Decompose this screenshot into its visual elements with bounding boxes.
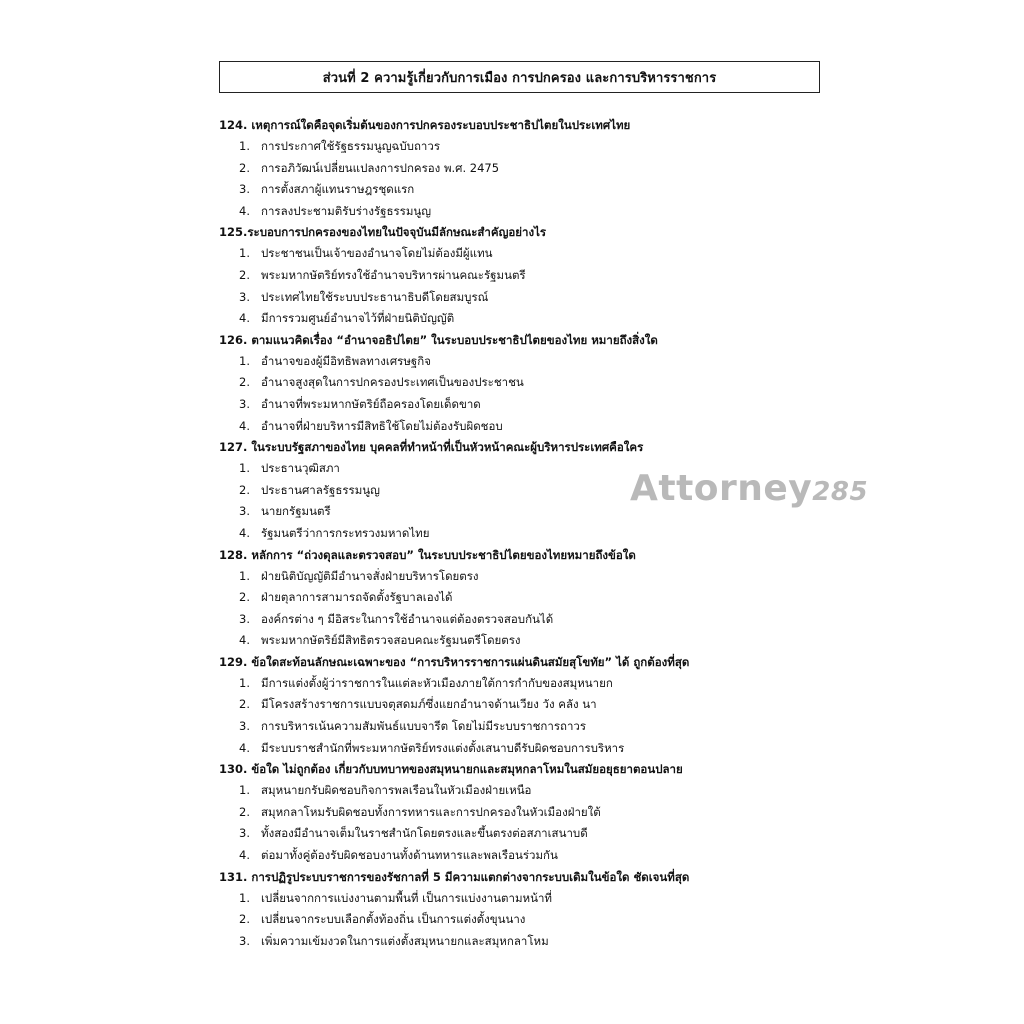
answer-option [219,716,839,738]
option-text: นายกรัฐมนตรี [261,504,331,519]
option-number: 2. [239,267,250,282]
option-text: สมุหนายกรับผิดชอบกิจการพลเรือนในหัวเมืองฝ่ายเหนือ [261,783,532,798]
answer-option [219,823,839,845]
question-block [219,867,839,953]
answer-option [219,566,839,588]
answer-option [219,673,839,695]
option-text: อำนาจที่ฝ่ายบริหารมีสิทธิใช้โดยไม่ต้องรับผิดชอบ [261,418,503,433]
option-number: 3. [239,719,250,734]
option-text: ทั้งสองมีอำนาจเต็มในราชสำนักโดยตรงและขึ้นตรงต่อสภาเสนาบดี [261,826,588,841]
watermark-number: 285 [812,477,869,507]
option-number: 1. [239,353,250,368]
answer-option [219,158,839,180]
answer-option [219,179,839,201]
question-block [219,759,839,866]
option-text: สมุหกลาโหมรับผิดชอบทั้งการทหารและการปกครองในหัวเมืองฝ่ายใต้ [261,804,601,819]
option-text: ประเทศไทยใช้ระบบประธานาธิบดีโดยสมบูรณ์ [261,289,489,304]
option-text: ฝ่ายนิติบัญญัติมีอำนาจสั่งฝ่ายบริหารโดยตรง [261,568,479,583]
section-header-box [219,61,820,93]
answer-option [219,802,839,824]
option-number: 4. [239,418,250,433]
question-title: 130. ข้อใด ไม่ถูกต้อง เกี่ยวกับบทบาทของสมุหนายกและสมุหกลาโหมในสมัยอยุธยาตอนปลาย [219,762,683,777]
option-number: 3. [239,396,250,411]
option-number: 1. [239,246,250,261]
questions-list [219,115,839,952]
answer-option [219,243,839,265]
question-title: 124. เหตุการณ์ใดคือจุดเริ่มต้นของการปกครองระบอบประชาธิปไตยในประเทศไทย [219,118,631,132]
answer-option [219,394,839,416]
option-text: การตั้งสภาผู้แทนราษฎรชุดแรก [261,182,415,197]
option-text: องค์กรต่าง ๆ มีอิสระในการใช้อำนาจแต่ต้องตรวจสอบกันได้ [261,611,554,626]
option-text: การประกาศใช้รัฐธรรมนูญฉบับถาวร [261,139,441,153]
option-text: อำนาจของผู้มีอิทธิพลทางเศรษฐกิจ [261,353,431,368]
answer-option [219,201,839,223]
answer-option [219,136,839,158]
answer-option [219,845,839,867]
option-text: รัฐมนตรีว่าการกระทรวงมหาดไทย [261,525,430,540]
option-text: พระมหากษัตริย์มีสิทธิตรวจสอบคณะรัฐมนตรีโดยตรง [261,633,521,648]
option-number: 3. [239,289,250,304]
answer-option [219,351,839,373]
option-text: เปลี่ยนจากระบบเลือกตั้งท้องถิ่น เป็นการแต่งตั้งขุนนาง [261,912,526,927]
option-text: ประธานศาลรัฐธรรมนูญ [261,482,380,497]
option-text: เปลี่ยนจากการแบ่งงานตามพื้นที่ เป็นการแบ่งงานตามหน้าที่ [261,890,553,905]
question-block [219,115,839,222]
answer-option [219,931,839,953]
option-number: 2. [239,482,250,497]
question-title: 131. การปฏิรูประบบราชการของรัชกาลที่ 5 มีความแตกต่างจากระบบเดิมในข้อใด ชัดเจนที่สุด [219,869,690,884]
option-number: 4. [239,203,250,218]
section-title: ส่วนที่ 2 ความรู้เกี่ยวกับการเมือง การปกครอง และการบริหารราชการ [322,70,717,86]
option-text: ฝ่ายตุลาการสามารถจัดตั้งรัฐบาลเองได้ [261,590,453,605]
option-number: 2. [239,697,250,712]
option-number: 2. [239,804,250,819]
option-number: 4. [239,525,250,540]
answer-option [219,738,839,760]
option-text: มีโครงสร้างราชการแบบจตุสดมภ์ซึ่งแยกอำนาจด้านเวียง วัง คลัง นา [261,697,597,712]
option-number: 2. [239,160,250,175]
question-title: 126. ตามแนวคิดเรื่อง “อำนาจอธิปไตย” ในระบอบประชาธิปไตยของไทย หมายถึงสิ่งใด [219,332,658,347]
option-number: 4. [239,311,250,326]
question-title: 125.ระบอบการปกครองของไทยในปัจจุบันมีลักษณะสำคัญอย่างไร [219,225,547,240]
question-block [219,330,839,437]
option-text: การอภิวัฒน์เปลี่ยนแปลงการปกครอง พ.ศ. 2475 [261,160,500,175]
option-number: 2. [239,912,250,927]
option-text: อำนาจสูงสุดในการปกครองประเทศเป็นของประชาชน [261,375,524,390]
answer-option [219,372,839,394]
answer-option [219,694,839,716]
option-text: การบริหารเน้นความสัมพันธ์แบบจารีต โดยไม่มีระบบราชการถาวร [261,719,587,734]
question-block [219,652,839,759]
option-number: 3. [239,182,250,197]
option-number: 3. [239,611,250,626]
option-text: ต่อมาทั้งคู่ต้องรับผิดชอบงานทั้งด้านทหารและพลเรือนร่วมกัน [261,848,558,863]
option-number: 1. [239,139,250,153]
answer-option [219,587,839,609]
answer-option [219,909,839,931]
option-text: การลงประชามติรับร่างรัฐธรรมนูญ [261,203,432,218]
answer-option [219,308,839,330]
question-block [219,545,839,652]
option-number: 4. [239,740,250,755]
watermark-text: Attorney [630,468,813,509]
question-title: 128. หลักการ “ถ่วงดุลและตรวจสอบ” ในระบบประชาธิปไตยของไทยหมายถึงข้อใด [219,547,636,562]
option-number: 1. [239,675,250,690]
option-text: มีการแต่งตั้งผู้ว่าราชการในแต่ละหัวเมืองภายใต้การกำกับของสมุหนายก [261,675,613,690]
option-number: 4. [239,633,250,648]
option-number: 2. [239,375,250,390]
answer-option [219,265,839,287]
option-number: 1. [239,461,250,476]
answer-option [219,523,839,545]
answer-option [219,287,839,309]
option-number: 2. [239,590,250,605]
option-number: 3. [239,826,250,841]
option-number: 1. [239,568,250,583]
option-number: 1. [239,890,250,905]
option-text: เพิ่มความเข้มงวดในการแต่งตั้งสมุหนายกและสมุหกลาโหม [261,933,549,948]
option-number: 4. [239,848,250,863]
answer-option [219,888,839,910]
option-text: มีระบบราชสำนักที่พระมหากษัตริย์ทรงแต่งตั้งเสนาบดีรับผิดชอบการบริหาร [261,740,625,755]
option-number: 3. [239,933,250,948]
option-number: 1. [239,783,250,798]
watermark [630,468,868,509]
option-text: พระมหากษัตริย์ทรงใช้อำนาจบริหารผ่านคณะรัฐมนตรี [261,267,526,282]
answer-option [219,609,839,631]
answer-option [219,416,839,438]
option-text: ประธานวุฒิสภา [261,461,340,476]
question-title: 129. ข้อใดสะท้อนลักษณะเฉพาะของ “การบริหารราชการแผ่นดินสมัยสุโขทัย” ได้ ถูกต้องที่สุด [219,654,690,669]
option-text: อำนาจที่พระมหากษัตริย์ถือครองโดยเด็ดขาด [261,396,481,411]
answer-option [219,630,839,652]
option-text: ประชาชนเป็นเจ้าของอำนาจโดยไม่ต้องมีผู้แทน [261,246,493,261]
question-block [219,222,839,329]
option-text: มีการรวมศูนย์อำนาจไว้ที่ฝ่ายนิติบัญญัติ [261,311,455,326]
question-title: 127. ในระบบรัฐสภาของไทย บุคคลที่ทำหน้าที่เป็นหัวหน้าคณะผู้บริหารประเทศคือใคร [219,440,644,455]
option-number: 3. [239,504,250,519]
answer-option [219,780,839,802]
